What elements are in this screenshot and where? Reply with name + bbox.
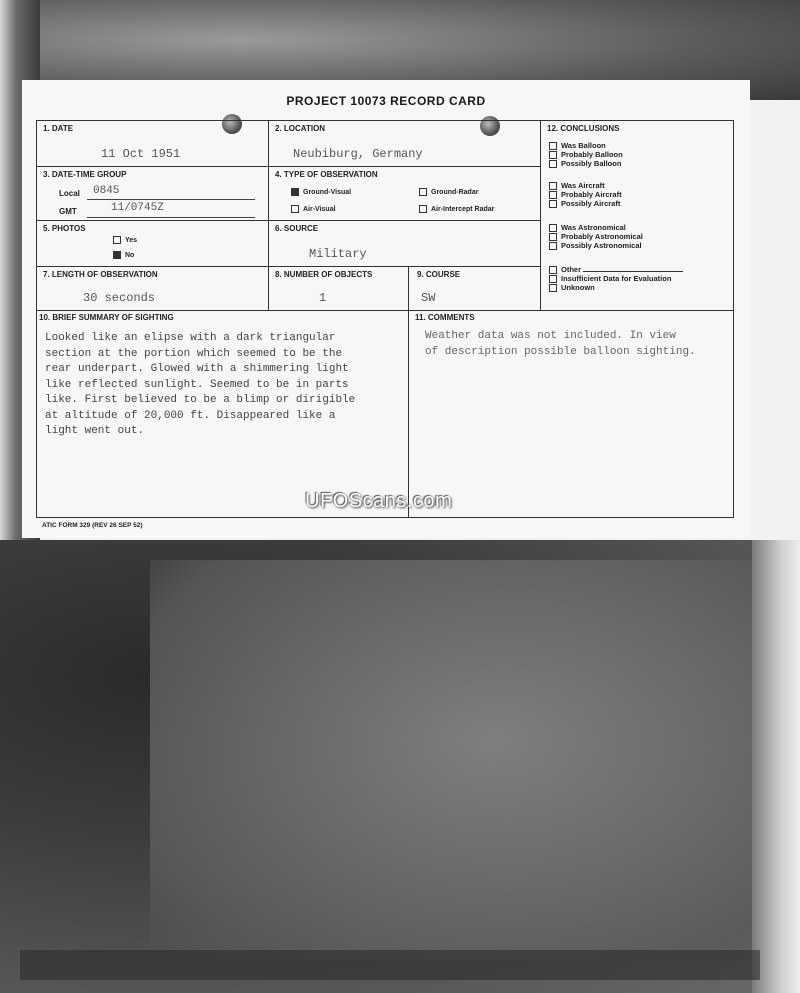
location-label: 2. LOCATION bbox=[275, 124, 326, 133]
course-cell bbox=[409, 267, 541, 311]
record-card bbox=[22, 80, 750, 538]
comments-line: of description possible balloon sighting. bbox=[425, 345, 696, 358]
summary-line: like. First believed to be a blimp or dirigible bbox=[45, 394, 356, 406]
gmt-label: GMT bbox=[59, 207, 77, 216]
checkbox-icon bbox=[113, 236, 121, 244]
checkbox-icon bbox=[549, 242, 557, 250]
option-label: Ground-Visual bbox=[303, 188, 352, 196]
checkbox-icon bbox=[549, 233, 557, 241]
conclusions-cell bbox=[541, 121, 733, 311]
form-number: ATIC FORM 329 (REV 26 SEP 52) bbox=[42, 522, 143, 529]
gmt-value: 11/0745Z bbox=[111, 202, 164, 214]
option-ground-visual bbox=[291, 188, 351, 196]
summary-line: section at the portion which seemed to be the bbox=[45, 347, 343, 360]
local-value: 0845 bbox=[93, 185, 120, 197]
scan-edge bbox=[752, 540, 800, 993]
photos-no-label: No bbox=[125, 251, 135, 259]
length-label: 7. LENGTH OF OBSERVATION bbox=[43, 270, 158, 279]
photos-no bbox=[113, 251, 134, 259]
conclusion-option: Probably Balloon bbox=[561, 150, 623, 160]
summary-label: 10. BRIEF SUMMARY OF SIGHTING bbox=[39, 313, 174, 322]
source-label: 6. SOURCE bbox=[275, 224, 319, 233]
option-label: Ground-Radar bbox=[431, 188, 479, 196]
conclusions-label: 12. CONCLUSIONS bbox=[547, 124, 620, 133]
checkbox-icon bbox=[419, 205, 427, 213]
conclusion-option: Probably Astronomical bbox=[561, 232, 643, 242]
type-of-observation-cell bbox=[269, 167, 541, 221]
conclusion-option: Possibly Aircraft bbox=[561, 199, 621, 209]
checkbox-icon bbox=[549, 284, 557, 292]
conclusion-option: Insufficient Data for Evaluation bbox=[561, 274, 672, 284]
course-label: 9. COURSE bbox=[417, 270, 461, 279]
checkbox-icon bbox=[291, 205, 299, 213]
scan-strip bbox=[20, 950, 760, 980]
conclusion-option: Was Astronomical bbox=[561, 223, 626, 232]
comments-line: Weather data was not included. In view bbox=[425, 330, 676, 342]
option-label: Air-Visual bbox=[303, 205, 336, 213]
scan-noise bbox=[150, 560, 770, 960]
conclusions-group-balloon bbox=[549, 141, 623, 168]
type-of-observation-label: 4. TYPE OF OBSERVATION bbox=[275, 170, 378, 179]
location-value: Neubiburg, Germany bbox=[293, 147, 423, 161]
option-air-visual bbox=[291, 205, 336, 213]
date-time-group-cell bbox=[37, 167, 269, 221]
checkbox-icon bbox=[549, 191, 557, 199]
source-value: Military bbox=[309, 247, 367, 261]
conclusion-option: Possibly Balloon bbox=[561, 159, 622, 169]
local-line bbox=[87, 199, 255, 200]
conclusion-option: Unknown bbox=[561, 283, 595, 293]
checkbox-icon bbox=[549, 142, 557, 150]
number-value: 1 bbox=[319, 291, 327, 305]
summary-line: at altitude of 20,000 ft. Disappeared like a bbox=[45, 409, 336, 422]
option-label: Air-Intercept Radar bbox=[431, 205, 495, 213]
date-time-group-label: 3. DATE-TIME GROUP bbox=[43, 170, 127, 179]
checked-box-icon bbox=[113, 251, 121, 259]
summary-line: rear underpart. Glowed with a shimmering light bbox=[45, 363, 349, 375]
conclusions-group-other bbox=[549, 265, 683, 292]
summary-line: light went out. bbox=[45, 425, 145, 437]
checkbox-icon bbox=[549, 275, 557, 283]
checkbox-icon bbox=[549, 200, 557, 208]
conclusions-group-astronomical bbox=[549, 223, 643, 250]
comments-label: 11. COMMENTS bbox=[415, 313, 475, 322]
conclusions-group-aircraft bbox=[549, 181, 622, 208]
length-value: 30 seconds bbox=[83, 291, 156, 305]
date-cell bbox=[37, 121, 269, 167]
number-label: 8. NUMBER OF OBJECTS bbox=[275, 270, 373, 279]
comments-cell bbox=[409, 311, 733, 517]
length-of-observation-cell bbox=[37, 267, 269, 311]
option-air-intercept-radar bbox=[419, 205, 494, 213]
checkbox-icon bbox=[549, 182, 557, 190]
summary-text bbox=[45, 331, 415, 440]
checkbox-icon bbox=[549, 266, 557, 274]
conclusion-option: Possibly Astronomical bbox=[561, 241, 642, 251]
option-ground-radar bbox=[419, 188, 478, 196]
photos-cell bbox=[37, 221, 269, 267]
conclusion-option: Probably Aircraft bbox=[561, 190, 622, 200]
checkbox-icon bbox=[549, 224, 557, 232]
local-label: Local bbox=[59, 189, 80, 198]
location-cell bbox=[269, 121, 541, 167]
checkbox-icon bbox=[549, 151, 557, 159]
gmt-line bbox=[87, 217, 255, 218]
photos-label: 5. PHOTOS bbox=[43, 224, 86, 233]
source-cell bbox=[269, 221, 541, 267]
conclusion-option: Was Aircraft bbox=[561, 181, 605, 190]
comments-text bbox=[425, 329, 735, 360]
conclusion-option: Was Balloon bbox=[561, 141, 606, 150]
card-title: PROJECT 10073 RECORD CARD bbox=[286, 94, 486, 108]
watermark: UFOScans.com bbox=[305, 490, 453, 512]
other-line bbox=[583, 271, 683, 272]
photos-yes-label: Yes bbox=[125, 236, 138, 244]
photos-yes bbox=[113, 236, 137, 244]
summary-line: like reflected sunlight. Seemed to be in parts bbox=[45, 378, 349, 391]
number-of-objects-cell bbox=[269, 267, 409, 311]
summary-line: Looked like an elipse with a dark triangular bbox=[45, 332, 336, 344]
course-value: SW bbox=[421, 291, 436, 305]
checked-box-icon bbox=[291, 188, 299, 196]
conclusion-option: Other bbox=[561, 265, 582, 274]
form-grid bbox=[36, 120, 734, 518]
summary-cell bbox=[37, 311, 409, 517]
checkbox-icon bbox=[549, 160, 557, 168]
date-value: 11 Oct 1951 bbox=[101, 147, 181, 161]
date-label: 1. DATE bbox=[43, 124, 74, 133]
checkbox-icon bbox=[419, 188, 427, 196]
